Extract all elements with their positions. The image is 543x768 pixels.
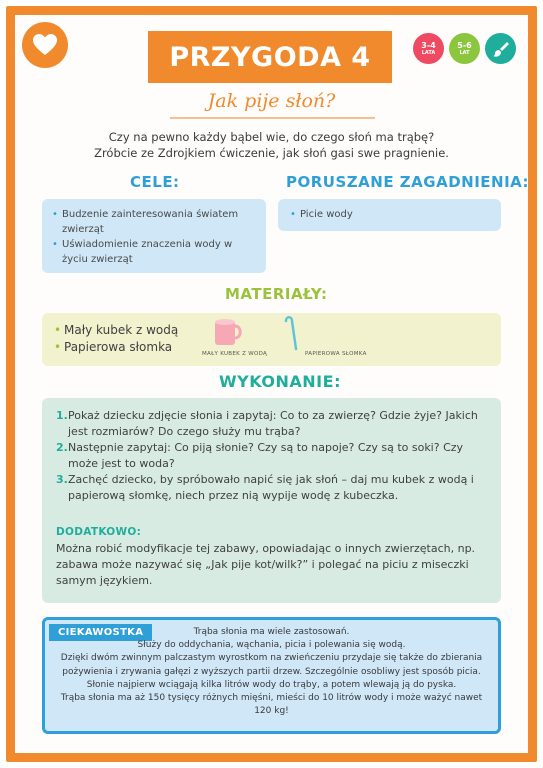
topics-heading: PORUSZANE ZAGADNIENIA: xyxy=(286,173,530,191)
topics-panel xyxy=(278,199,501,231)
list-item: • Mały kubek z wodą xyxy=(54,322,178,339)
curiosity-line: Słonie najpierw wciągają kilka litrów wody do trąby, a potem wlewają ją do pyska. xyxy=(86,679,457,690)
mug-caption: MAŁY KUBEK Z WODĄ xyxy=(202,351,268,357)
curiosity-line: pożywienia i zrywania gałęzi z wyższych partii drzew. Szczególnie osobliwy jest sposób picia. xyxy=(62,666,481,677)
materials-panel xyxy=(42,313,501,366)
materials-heading: MATERIAŁY: xyxy=(225,285,328,303)
curiosity-box xyxy=(42,617,501,734)
list-item: • Picie wody xyxy=(290,207,489,222)
step-item xyxy=(56,440,487,472)
paintbrush-icon xyxy=(485,33,516,64)
age-badge-5-6 xyxy=(449,33,480,64)
age-badge-range: 3-4 xyxy=(421,41,436,50)
intro-line: Czy na pewno każdy bąbel wie, do czego słoń ma trąbę? xyxy=(108,130,435,144)
execution-panel xyxy=(42,398,501,603)
step-number: 1. xyxy=(56,409,68,422)
execution-heading: WYKONANIE: xyxy=(219,372,341,391)
age-badge-3-4 xyxy=(413,33,444,64)
subtitle-underline xyxy=(170,117,375,119)
page-title-box xyxy=(148,31,392,83)
list-item: • Papierowa słomka xyxy=(54,339,178,356)
list-item: • Budzenie zainteresowania światem zwierząt xyxy=(52,207,256,237)
age-badge-range: 5-6 xyxy=(457,41,472,50)
age-badge-unit: LATA xyxy=(421,50,436,56)
mug-icon xyxy=(212,317,246,353)
step-number: 2. xyxy=(56,441,68,454)
list-item: • Uświadomienie znaczenia wody w życiu zwierząt xyxy=(52,237,256,267)
intro-line: Zróbcie ze Zdrojkiem ćwiczenie, jak słoń gasi swe pragnienie. xyxy=(94,146,449,160)
page-title: PRZYGODA 4 xyxy=(169,41,371,73)
extra-text: Można robić modyfikacje tej zabawy, opowiadając o innych zwierzętach, np. zabawa może nazywać się „Jak pije kot/wilk?” i polegać na piciu z miseczki samym językiem. xyxy=(56,542,476,587)
step-text: Następnie zapytaj: Co piją słonie? Czy są to napoje? Czy są to soki? Czy może jest to woda? xyxy=(68,441,464,470)
curiosity-line: Służy do oddychania, wąchania, picia i polewania się wodą. xyxy=(137,640,406,651)
curiosity-line: Trąba słonia ma aż 150 tysięcy różnych mięśni, mieści do 10 litrów wody i może ważyć nawet 120 kg! xyxy=(60,693,483,717)
intro-text xyxy=(40,129,503,161)
step-item xyxy=(56,472,487,504)
straw-icon xyxy=(282,315,306,355)
goals-panel xyxy=(42,199,266,273)
heart-icon xyxy=(22,22,68,68)
curiosity-line: Trąba słonia ma wiele zastosowań. xyxy=(193,627,350,637)
extra-heading: DODATKOWO: xyxy=(56,526,142,538)
step-item xyxy=(56,408,487,440)
step-number: 3. xyxy=(56,473,68,486)
subtitle: Jak pije słoń? xyxy=(207,90,336,112)
curiosity-tag: CIEKAWOSTKA xyxy=(49,624,152,641)
age-badge-unit: LAT xyxy=(459,50,470,56)
curiosity-line: Dzięki dwóm zwinnym palczastym wyrostkom na zwieńczeniu przydaje się także do zbierania xyxy=(60,653,483,664)
step-text: Pokaż dziecku zdjęcie słonia i zapytaj: Co to za zwierzę? Gdzie żyje? Jakich jest rozmiarów? Do czego służy mu trąba? xyxy=(68,409,478,438)
step-text: Zachęć dziecko, by spróbowało napić się jak słoń – daj mu kubek z wodą i papierową słomkę, niech przez nią wypije wodę z kubeczka. xyxy=(68,473,474,502)
goals-heading: CELE: xyxy=(130,173,180,191)
straw-caption: PAPIEROWA SŁOMKA xyxy=(305,351,367,357)
curiosity-text xyxy=(55,626,488,718)
